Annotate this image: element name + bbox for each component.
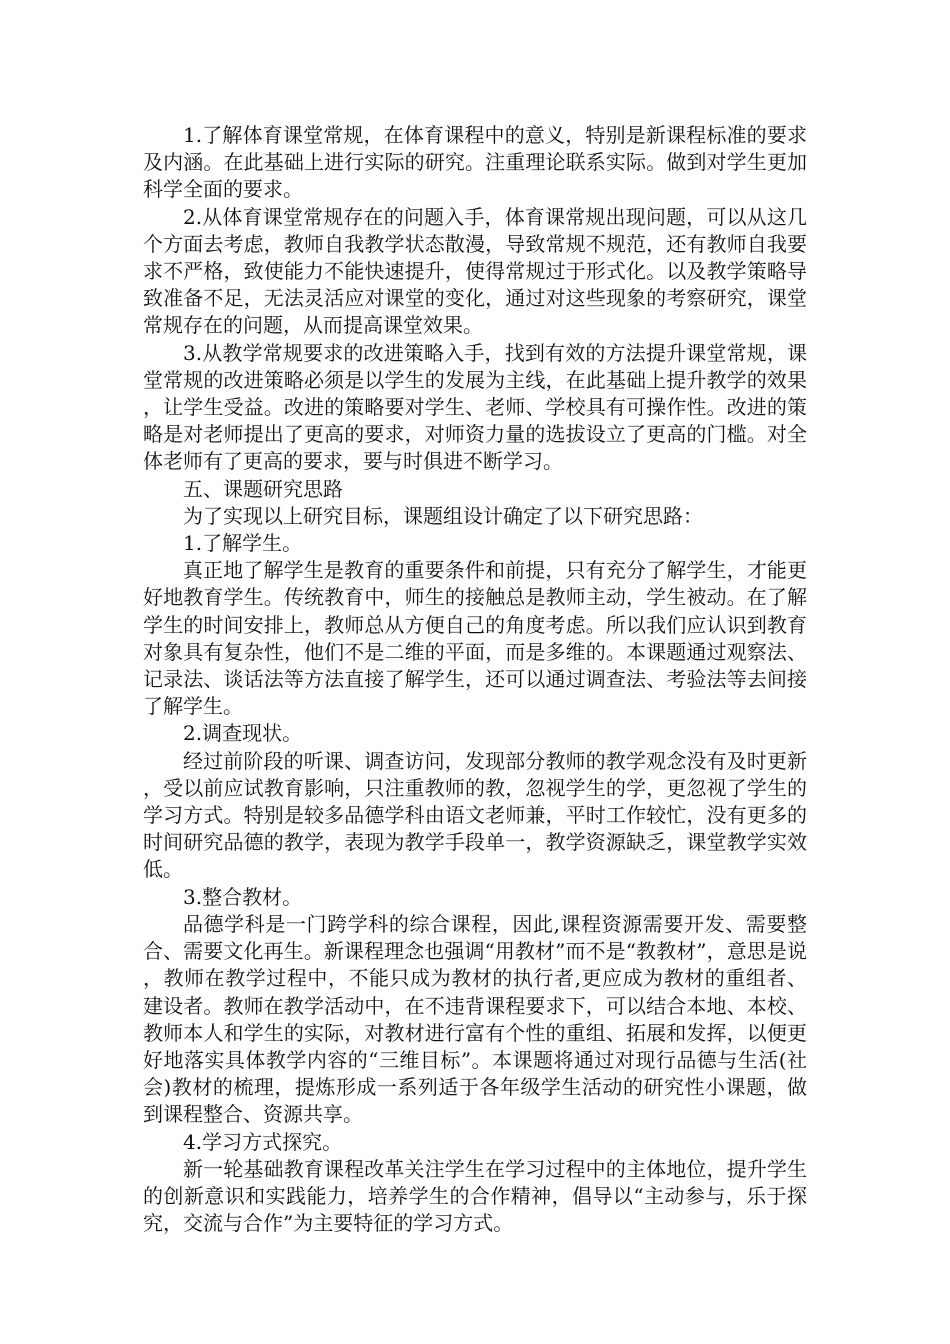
- subheading-learning-methods: 4.学习方式探究。: [183, 1129, 343, 1154]
- paragraph-point-2-problems: 2.从体育课堂常规存在的问题入手，体育课常规出现问题，可以从这几个方面去考虑，教师自我教学状态散漫，导致常规不规范，还有教师自我要求不严格，致使能力不能快速提升，使得常规过于形式化。以及教学策略导致准备不足，无法灵活应对课堂的变化，通过对这些现象的考察研究，课堂常规存在的问题，从而提高课堂效果。: [143, 204, 807, 338]
- document-body: [143, 122, 807, 1237]
- paragraph-learning-methods: 新一轮基础教育课程改革关注学生在学习过程中的主体地位，提升学生的创新意识和实践能力，培养学生的合作精神，倡导以“主动参与，乐于探究，交流与合作”为主要特征的学习方式。: [143, 1156, 807, 1236]
- subheading-understand-students: 1.了解学生。: [183, 531, 303, 556]
- paragraph-understand-students: 真正地了解学生是教育的重要条件和前提，只有充分了解学生，才能更好地教育学生。传统教育中，师生的接触总是教师主动，学生被动。在了解学生的时间安排上，教师总从方便自己的角度考虑。所以我们应认识到教育对象具有复杂性，他们不是二维的平面，而是多维的。本课题通过观察法、记录法、谈话法等方法直接了解学生，还可以通过调查法、考验法等去间接了解学生。: [143, 558, 807, 719]
- paragraph-integrate-materials: 品德学科是一门跨学科的综合课程，因此,课程资源需要开发、需要整合、需要文化再生。新课程理念也强调“用教材”而不是“教教材”，意思是说，教师在教学过程中，不能只成为教材的执行者,更应成为教材的重组者、建设者。教师在教学活动中，在不违背课程要求下，可以结合本地、本校、教师本人和学生的实际，对教材进行富有个性的重组、拓展和发挥，以便更好地落实具体教学内容的“三维目标”。本课题将通过对现行品德与生活(社会)教材的梳理，提炼形成一系列适于各年级学生活动的研究性小课题，做到课程整合、资源共享。: [143, 911, 807, 1127]
- paragraph-point-3-improvement: 3.从教学常规要求的改进策略入手，找到有效的方法提升课堂常规，课堂常规的改进策略必须是以学生的发展为主线，在此基础上提升教学的效果，让学生受益。改进的策略要对学生、老师、学校具有可操作性。改进的策略是对老师提出了更高的要求，对师资力量的选拔设立了更高的门槛。对全体老师有了更高的要求，要与时俱进不断学习。: [143, 340, 807, 474]
- paragraph-research-intro: 为了实现以上研究目标，课题组设计确定了以下研究思路：: [183, 503, 703, 528]
- subheading-survey-status: 2.调查现状。: [183, 721, 303, 746]
- paragraph-survey-status: 经过前阶段的听课、调查访问，发现部分教师的教学观念没有及时更新，受以前应试教育影响，只注重教师的教，忽视学生的学，更忽视了学生的学习方式。特别是较多品德学科由语文老师兼，平时工作较忙，没有更多的时间研究品德的教学，表现为教学手段单一，教学资源缺乏，课堂教学实效低。: [143, 748, 807, 882]
- section-heading-research-approach: 五、课题研究思路: [183, 476, 343, 501]
- subheading-integrate-materials: 3.整合教材。: [183, 884, 303, 909]
- paragraph-point-1-understand-routine: 1.了解体育课堂常规，在体育课程中的意义，特别是新课程标准的要求及内涵。在此基础上进行实际的研究。注重理论联系实际。做到对学生更加科学全面的要求。: [143, 123, 807, 202]
